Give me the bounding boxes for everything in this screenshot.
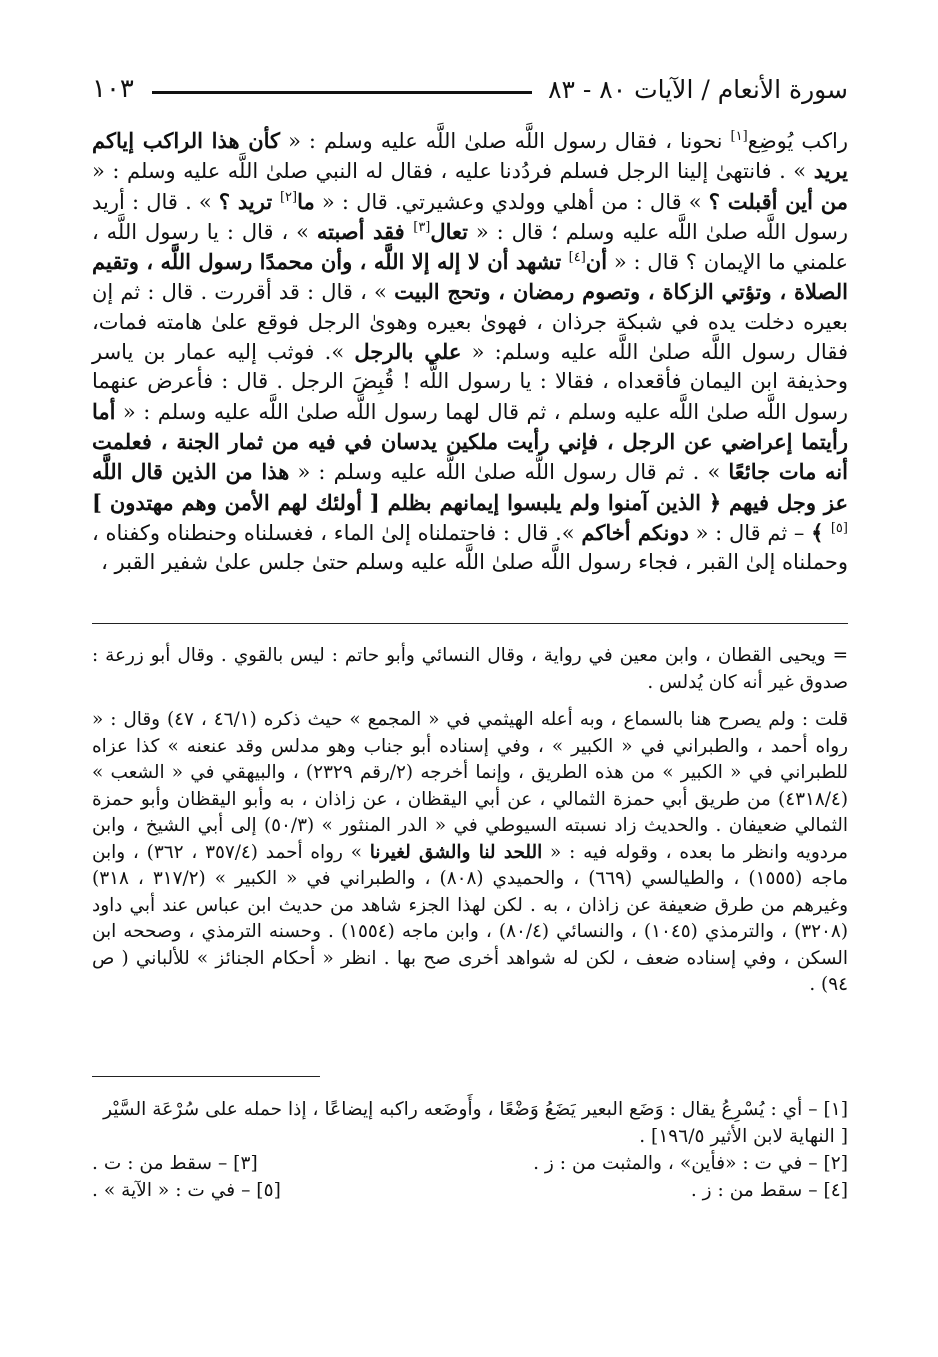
endnotes-separator: [92, 1076, 320, 1077]
notes-gap: [92, 696, 848, 707]
bold-text: من أين أقبلت ؟: [708, 188, 848, 214]
main-text: [92, 126, 848, 577]
bold-text: ما: [297, 188, 315, 214]
bold-text: دونكم أخاكم: [581, 519, 689, 545]
text-run: ». فوثب إليه عمار بن ياسر وحذيفة ابن اليمان فأقعداه ، فقالا : يا رسول اللَّه ! قُبِضَ الرجل . قال : فأعرض عنهما رسول اللَّه صلىٰ اللَّه عليه وسلم ، ثم قال لهما رسول اللَّه صلىٰ اللَّه عليه وسلم : «: [92, 340, 848, 424]
text-run: » قال : من أهلي وولدي وعشيرتي. قال : «: [314, 189, 709, 214]
endnote-4: [٤] – سقط من : ز .: [690, 1180, 848, 1201]
bold-text: تعال: [430, 218, 469, 244]
endnotes-section: [92, 1096, 848, 1204]
bold-text: تشهد أن لا إله إلا اللَّه ، وأن محمدًا رسول اللَّه ، وتقيم الصلاة ، وتؤتي الزكاة ، وتصوم رمضان ، وتحج البيت: [92, 249, 849, 305]
bold-text: اللحد لنا والشق لغيرنا: [369, 841, 543, 863]
text-run: = ويحيى القطان ، وابن معين في رواية ، وقال النسائي وأبو حاتم : ليس بالقوي . وقال أبو زرعة : صدوق غير أنه كان يُدلس .: [92, 645, 848, 693]
running-title: سورة الأنعام / الآيات ٨٠ - ٨٣: [548, 74, 848, 104]
page-number: ١٠٣: [92, 74, 134, 104]
page-header: [92, 72, 848, 106]
endnote-2: [٢] – في ت : «فأين» ، والمثبت من : ز .: [533, 1153, 848, 1174]
text-run: ». قال : فاحتملناه إلىٰ الماء ، فغسلناه وحنطناه وكفناه ، وحملناه إلىٰ القبر ، فجاء رسول اللَّه صلىٰ اللَّه عليه وسلم حتىٰ جلس علىٰ شفير القبر ،: [92, 520, 848, 575]
bold-text: تريد ؟: [218, 188, 280, 214]
text-run: قلت : ولم يصرح هنا بالسماع ، وبه أعله الهيثمي في « المجمع » حيث ذكره (٤٦/١ ، ٤٧) وقال : « رواه أحمد ، والطبراني في « الكبير » ، وفي إسناده أبو جناب وهو مدلس وقد عنعنه » كذا عزاه للطبراني في « الكبير » من هذه الطريق ، وإنما أخرجه (٢/رقم ٢٣٢٩) ، والبيهقي في « الشعب » (٤٣١٨/٤) من طريق أبي حمزة الثمالي ، عن أبي اليقظان ، عن زاذان ، به وأبو اليقظان وأبو حمزة الثمالي ضعيفان . والحديث زاد نسبته السيوطي في « الدر المنثور » (٥٠/٣) إلى أبي الشيخ ، وابن مردويه وانظر ما بعده ، وقوله فيه : «: [92, 709, 848, 863]
text-run: » . ثم قال رسول اللَّه صلىٰ اللَّه عليه وسلم : «: [289, 460, 729, 485]
text-run: » . فانتهىٰ إلينا الرجل فسلم فردُدنا عليه ، فقال له النبي صلىٰ اللَّه عليه وسلم : «: [92, 159, 814, 184]
bold-text: أما رأيتما إعراضي عن الرجل ، فإني رأيت ملكين يدسان في فيه من ثمار الجنة ، فعلمت أنه مات جائعًا: [92, 398, 848, 485]
text-run: » رواه أحمد (٣٥٧/٤ ، ٣٦٢) ، وابن ماجه (١٥٥٥) ، والطيالسي (٦٦٩) ، والحميدي (٨٠٨) ، والطبراني في « الكبير » (٣١٧/٢ ، ٣١٨) وغيرهم من طرق ضعيفة عن زاذان ، به . لكن لهذا الجزء شاهد من حديث ابن عباس عند أبي داود (٣٢٠٨) ، والترمذي (١٠٤٥) ، والنسائي (٨٠/٤) ، وابن ماجه (١٥٥٤) . وحسنه الترمذي ، وصححه ابن السكن ، وفي إسناده ضعف ، لكن له شواهد أخرى صح بها . انظر « أحكام الجنائز » للألباني ( ص ٩٤) .: [92, 841, 848, 995]
bold-text: ﴾: [811, 519, 831, 545]
footnote-reference: [١]: [730, 129, 748, 144]
bold-text: هذا من الذين قال اللَّه عز وجل فيهم ﴿ الذين آمنوا ولم يلبسوا إيمانهم بظلم [ أولئك لهم الأمن وهم مهتدون ]: [92, 459, 848, 515]
footnote-reference: [٣]: [413, 219, 431, 235]
notes-paragraph: [92, 707, 848, 999]
main-paragraph: [92, 126, 848, 577]
text-run: » ، قال : قد أقررت . قال : ثم إن بعيره دخلت يده في شبكة جرذان ، فهوىٰ بعيره وهوىٰ الرجل فوقع علىٰ هامته فمات، فقال رسول اللَّه صلىٰ اللَّه عليه وسلم: «: [92, 280, 848, 365]
header-rule: [152, 91, 532, 94]
footnote-reference: [٢]: [279, 189, 298, 205]
endnote-3: [٣] – سقط من : ت .: [92, 1153, 258, 1174]
bold-text: كأن هذا الراكب إياكم يريد: [92, 128, 848, 184]
notes-section: [92, 643, 848, 999]
footnote-reference: [٥]: [830, 520, 848, 536]
endnote-1: [١] – أي : يُسْرِعُ يقال : وَضَع البعير يَضَعُ وَضْعًا ، وأَوضَعه راكبه إيضاعًا ، إذا حمله على سُرْعَة السَّيْر [ النهاية لابن الأثير ١٩٦/٥] .: [103, 1099, 848, 1147]
bold-text: علي بالرجل: [354, 339, 462, 365]
bold-text: فقد أصبته: [316, 218, 414, 244]
footnote-reference: [٤]: [568, 250, 586, 266]
text-run: » ، قال : يا رسول اللَّه ، علمني ما الإيمان ؟ قال : «: [92, 219, 848, 275]
endnote-row: [92, 1177, 848, 1204]
notes-paragraph: [92, 643, 848, 696]
endnote-row: [92, 1150, 848, 1177]
endnote-5: [٥] – في ت : « الآية » .: [92, 1180, 281, 1201]
text-run: – ثم قال : «: [688, 520, 812, 545]
bold-text: أن: [585, 249, 608, 275]
text-run: نحونا ، فقال رسول اللَّه صلىٰ اللَّه عليه وسلم : «: [280, 129, 731, 153]
notes-separator: [92, 623, 848, 624]
text-run: » . قال : أريد رسول اللَّه صلىٰ اللَّه عليه وسلم ؛ قال : «: [92, 189, 849, 244]
text-run: راكب يُوضِع: [747, 129, 848, 153]
